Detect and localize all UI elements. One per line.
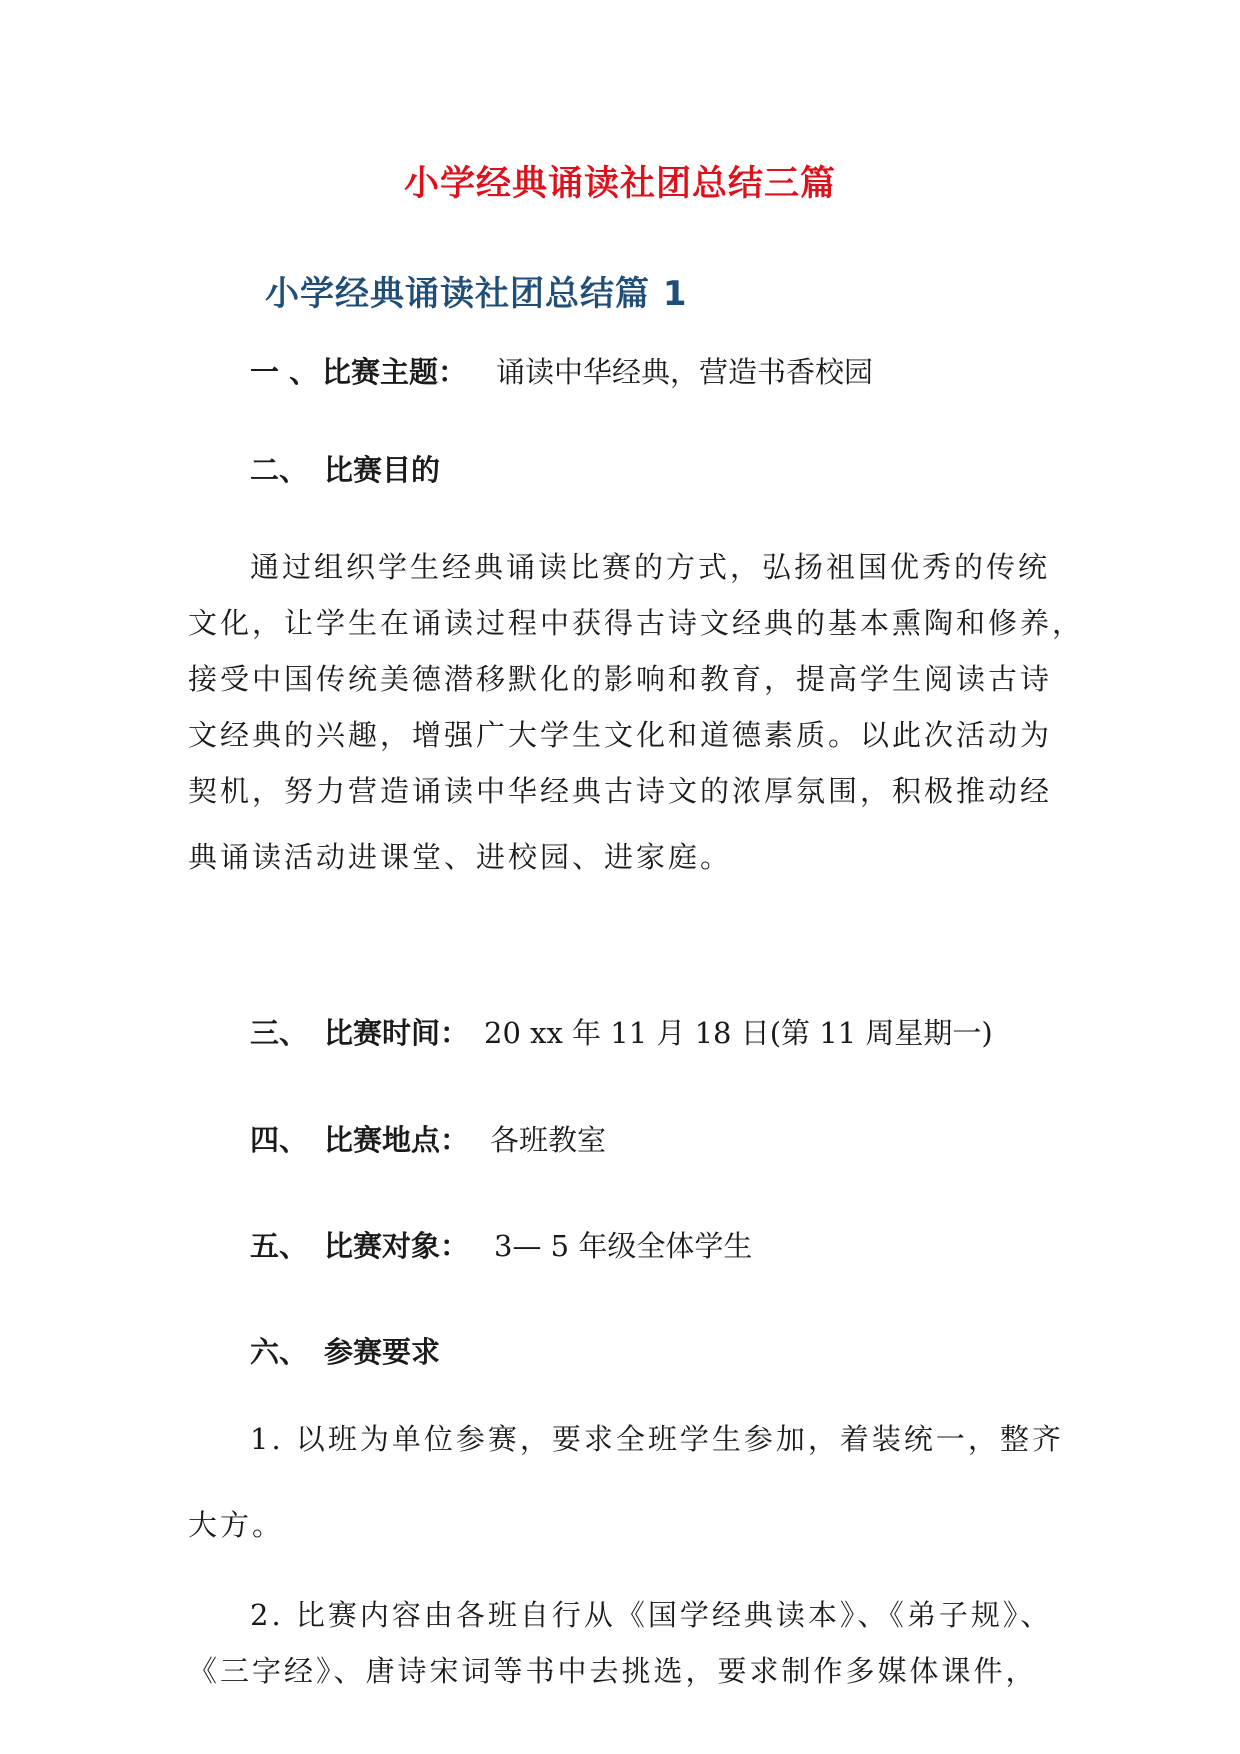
section-label: 参赛要求 xyxy=(324,1335,441,1369)
paragraph-line: 接受中国传统美德潜移默化的影响和教育，提高学生阅读古诗 xyxy=(188,662,1053,696)
section-purpose xyxy=(250,448,440,489)
section-label: 比赛主题： xyxy=(322,355,468,389)
paragraph-line: 2. 比赛内容由各班自行从《国学经典读本》、《弟子规》、 xyxy=(250,1598,1053,1632)
section-number: 一 、 xyxy=(250,355,319,389)
paragraph-line: 通过组织学生经典诵读比赛的方式，弘扬祖国优秀的传统 xyxy=(250,550,1051,584)
section-label: 比赛目的 xyxy=(324,453,441,487)
section-number: 二、 xyxy=(250,453,309,487)
section-label: 比赛对象： xyxy=(324,1229,470,1263)
section-requirements xyxy=(250,1330,440,1371)
section-location xyxy=(250,1118,606,1159)
sub-title: 小学经典诵读社团总结篇 1 xyxy=(265,274,688,314)
section-theme xyxy=(250,350,873,391)
section-number: 三、 xyxy=(250,1016,309,1050)
paragraph-line: 《三字经》、唐诗宋词等书中去挑选，要求制作多媒体课件， xyxy=(188,1654,1038,1688)
section-number: 五、 xyxy=(250,1229,309,1263)
requirement-2 xyxy=(188,1587,1068,1699)
section-value: 诵读中华经典，营造书香校园 xyxy=(496,355,874,389)
paragraph-line: 大方。 xyxy=(188,1508,285,1542)
paragraph-line: 文经典的兴趣，增强广大学生文化和道德素质。以此次活动为 xyxy=(188,718,1053,752)
paragraph-line: 1. 以班为单位参赛，要求全班学生参加，着装统一，整齐 xyxy=(250,1422,1064,1456)
section-value: 3— 5 年级全体学生 xyxy=(494,1229,753,1263)
section-number: 四、 xyxy=(250,1123,309,1157)
main-title: 小学经典诵读社团总结三篇 xyxy=(403,164,836,204)
section-label: 比赛时间： xyxy=(324,1016,470,1050)
paragraph-line: 典诵读活动进课堂、进校园、进家庭。 xyxy=(188,840,733,874)
section-time xyxy=(250,1011,993,1052)
requirement-1 xyxy=(188,1422,1068,1542)
section-value: 各班教室 xyxy=(490,1123,607,1157)
section-participants xyxy=(250,1224,752,1265)
paragraph-line: 契机，努力营造诵读中华经典古诗文的浓厚氛围，积极推动经 xyxy=(188,774,1053,808)
purpose-paragraph xyxy=(188,539,1085,885)
section-number: 六、 xyxy=(250,1335,309,1369)
section-label: 比赛地点： xyxy=(324,1123,470,1157)
paragraph-line: 文化，让学生在诵读过程中获得古诗文经典的基本熏陶和修养， xyxy=(188,606,1085,640)
section-value: 20 xx 年 11 月 18 日(第 11 周星期一) xyxy=(484,1016,993,1050)
